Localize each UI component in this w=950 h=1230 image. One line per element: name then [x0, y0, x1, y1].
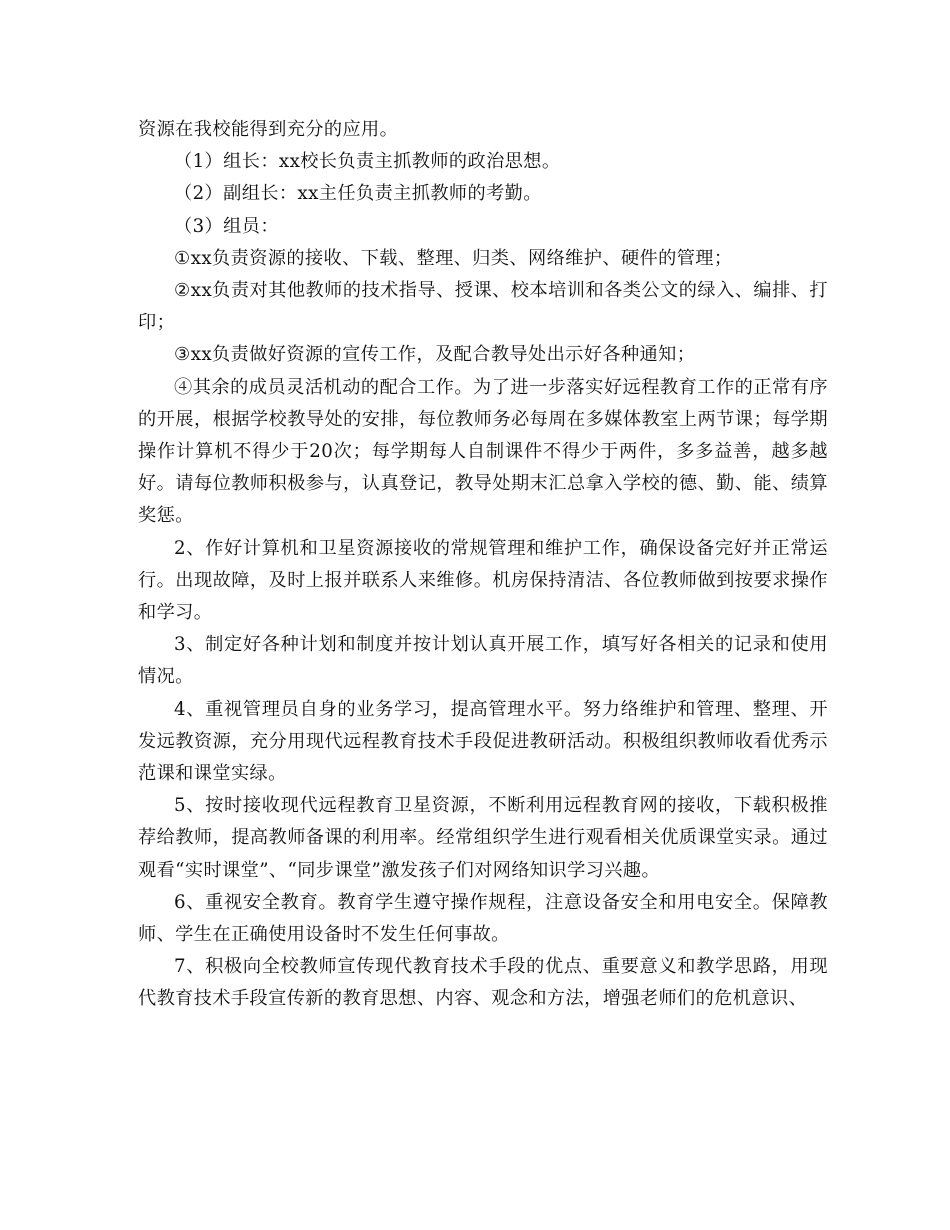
paragraph-member-2: ②xx负责对其他教师的技术指导、授课、校本培训和各类公文的绿入、编排、打印； — [138, 280, 828, 334]
paragraph-member-3: ③xx负责做好资源的宣传工作，及配合教导处出示好各种通知； — [174, 344, 696, 366]
document-body — [138, 114, 828, 1016]
paragraph-resources: 资源在我校能得到充分的应用。 — [138, 119, 399, 140]
paragraph-item-4: 4、重视管理员自身的业务学习，提高管理水平。努力络维护和管理、整理、开发远教资源，充分用现代远程教育技术手段促进教研活动。积极组织教师收看优秀示范课和课堂实绿。 — [138, 698, 828, 785]
paragraph-item-6: 6、重视安全教育。教育学生遵守操作规程，注意设备安全和用电安全。保障教师、学生在正确使用设备时不发生任何事故。 — [138, 891, 828, 946]
paragraph-item-5: 5、按时接收现代远程教育卫星资源，不断利用远程教育网的接收，下载积极推荐给教师，提高教师备课的利用率。经常组织学生进行观看相关优质课堂实录。通过观看“实时课堂”、“同步课堂”激发孩子们对网络知识学习兴趣。 — [138, 795, 828, 881]
paragraph-item-2: 2、作好计算机和卫星资源接收的常规管理和维护工作，确保设备完好并正常运行。出现故障，及时上报并联系人来维修。机房保持清洁、各位教师做到按要求操作和学习。 — [138, 537, 828, 624]
paragraph-member-4: ④其余的成员灵活机动的配合工作。为了进一步落实好远程教育工作的正常有序的开展，根据学校教导处的安排，每位教师务必每周在多媒体教室上两节课；每学期操作计算机不得少于20次；每学期每人自制课件不得少于两件，多多益善，越多越好。请每位教师积极参与，认真登记，教导处期末汇总拿入学校的德、勤、能、绩算奖惩。 — [138, 376, 828, 527]
paragraph-item-7: 7、积极向全校教师宣传现代教育技术手段的优点、重要意义和教学思路，用现代教育技术手段宣传新的教育思想、内容、观念和方法，增强老师们的危机意识、 — [138, 956, 828, 1010]
paragraph-item-3: 3、制定好各种计划和制度并按计划认真开展工作，填写好各相关的记录和使用情况。 — [138, 634, 828, 688]
paragraph-group-leader: （1）组长：xx校长负责主抓教师的政治思想。 — [174, 151, 561, 173]
paragraph-deputy-leader: （2）副组长：xx主任负责主抓教师的考勤。 — [174, 183, 542, 205]
paragraph-member-1: ①xx负责资源的接收、下载、整理、归类、网络维护、硬件的管理； — [174, 247, 733, 269]
paragraph-members-heading: （3）组员： — [174, 215, 279, 237]
